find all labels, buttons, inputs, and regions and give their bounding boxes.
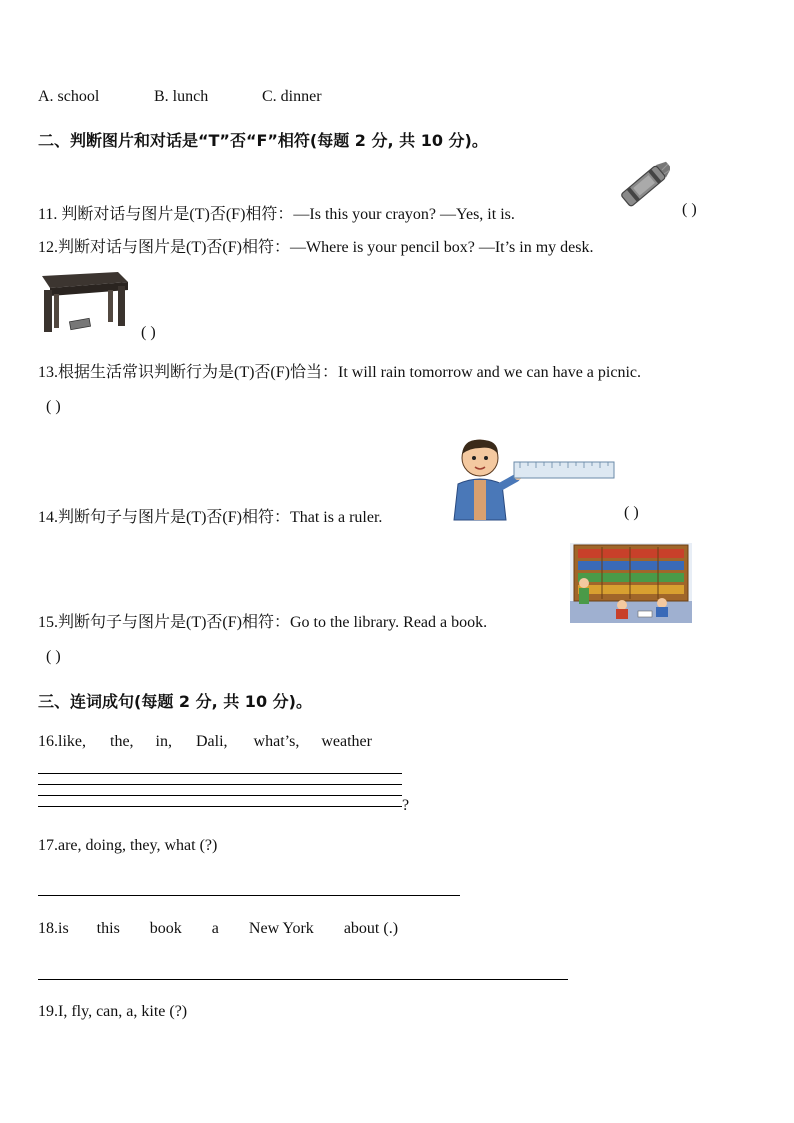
q18-word: book bbox=[149, 920, 182, 937]
q14-text: 14.判断句子与图片是(T)否(F)相符：That is a ruler. bbox=[38, 509, 383, 526]
q11-answer-blank[interactable]: ( ) bbox=[682, 201, 697, 218]
q16-question-mark: ? bbox=[402, 797, 410, 814]
q18-word: this bbox=[96, 920, 120, 937]
option-c: C. dinner bbox=[262, 88, 322, 105]
q11-text: 11. 判断对话与图片是(T)否(F)相符：—Is this your crayon? —Yes, it is. bbox=[38, 206, 515, 223]
q18-number: 18. bbox=[38, 920, 58, 937]
answer-line[interactable] bbox=[38, 773, 402, 774]
section2-heading: 二、判断图片和对话是“T”否“F”相符(每题 2 分, 共 10 分)。 bbox=[38, 131, 488, 150]
q16-word: like, bbox=[58, 733, 86, 750]
q16-word: weather bbox=[321, 733, 372, 750]
q15-text: 15.判断句子与图片是(T)否(F)相符：Go to the library. Read a book. bbox=[38, 614, 488, 631]
q14-answer-blank[interactable]: ( ) bbox=[624, 504, 639, 521]
q17-text: 17.are, doing, they, what (?) bbox=[38, 837, 218, 854]
q16-word: the, bbox=[110, 733, 134, 750]
answer-line[interactable] bbox=[38, 895, 460, 896]
q18-word: is bbox=[58, 920, 69, 937]
q13-text: 13.根据生活常识判断行为是(T)否(F)恰当：It will rain tomorrow and we can have a picnic. bbox=[38, 364, 641, 381]
q18-word: a bbox=[211, 920, 219, 937]
library-image bbox=[570, 543, 692, 623]
q19-text: 19.I, fly, can, a, kite (?) bbox=[38, 1003, 188, 1020]
q12-text: 12.判断对话与图片是(T)否(F)相符：—Where is your pencil box? —It’s in my desk. bbox=[38, 239, 594, 256]
option-b: B. lunch bbox=[154, 88, 209, 105]
option-a: A. school bbox=[38, 88, 100, 105]
q16-number: 16. bbox=[38, 733, 58, 750]
q18-words bbox=[38, 920, 398, 938]
q16-words bbox=[38, 733, 372, 751]
answer-line[interactable] bbox=[38, 795, 402, 796]
q16-word: in, bbox=[155, 733, 172, 750]
crayon-icon bbox=[612, 160, 670, 216]
q15-answer-blank[interactable]: ( ) bbox=[46, 648, 61, 665]
q18-word: about (.) bbox=[343, 920, 399, 937]
q16-word: what’s, bbox=[253, 733, 300, 750]
answer-line[interactable] bbox=[38, 979, 568, 980]
q13-answer-blank[interactable]: ( ) bbox=[46, 398, 61, 415]
q12-answer-blank[interactable]: ( ) bbox=[141, 324, 156, 341]
answer-line[interactable] bbox=[38, 784, 402, 785]
q16-word: Dali, bbox=[196, 733, 228, 750]
q18-word: New York bbox=[248, 920, 314, 937]
desk-image bbox=[38, 268, 130, 336]
section3-heading: 三、连词成句(每题 2 分, 共 10 分)。 bbox=[38, 692, 312, 711]
boy-pointing-ruler-image bbox=[446, 436, 618, 522]
answer-line[interactable] bbox=[38, 806, 402, 807]
